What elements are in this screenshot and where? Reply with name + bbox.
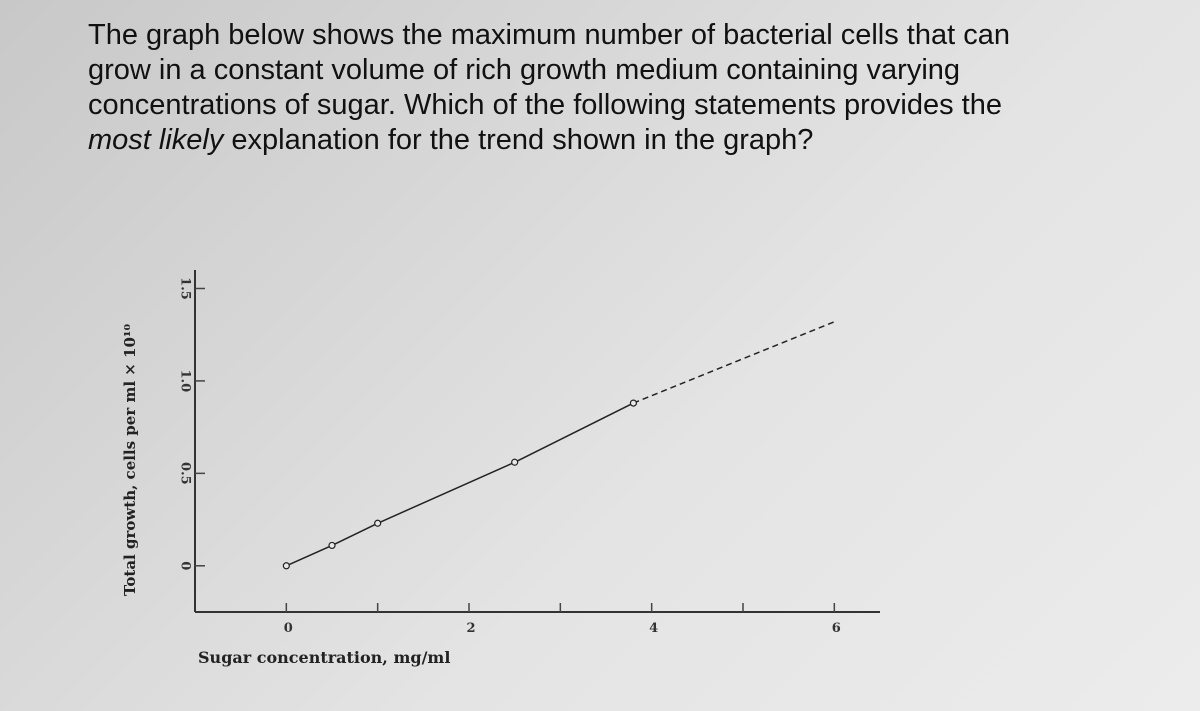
x-tick-label: 4 [649, 621, 659, 636]
x-tick-label: 6 [831, 621, 841, 636]
question-line-4-rest: explanation for the trend shown in the graph? [223, 124, 814, 156]
growth-line [286, 403, 633, 566]
x-tick-label: 0 [283, 621, 293, 636]
question-line-2: grow in a constant volume of rich growth medium containing varying [88, 54, 961, 86]
data-point [375, 520, 381, 526]
y-tick-label: 0.5 [177, 462, 193, 485]
question-line-1: The graph below shows the maximum number of bacterial cells that can [88, 19, 1010, 51]
x-tick-label: 2 [466, 621, 476, 636]
y-axis-label: Total growth, cells per ml × 10¹⁰ [121, 323, 139, 597]
question-line-3: concentrations of sugar. Which of the following statements provides the [88, 89, 1002, 121]
question-emphasis: most likely [88, 124, 224, 156]
extrapolation-dashed-line [633, 322, 834, 403]
y-tick-label: 1.0 [177, 369, 193, 393]
x-axis-ticks [284, 603, 841, 636]
data-point [630, 400, 636, 406]
data-point [512, 459, 518, 465]
x-axis-label: Sugar concentration, mg/ml [198, 648, 451, 667]
chart-series [283, 322, 834, 569]
y-tick-label: 1.5 [177, 277, 193, 300]
y-axis-ticks [178, 277, 206, 570]
data-point [283, 563, 289, 569]
data-point [329, 542, 335, 548]
y-tick-label: 0 [177, 561, 193, 571]
